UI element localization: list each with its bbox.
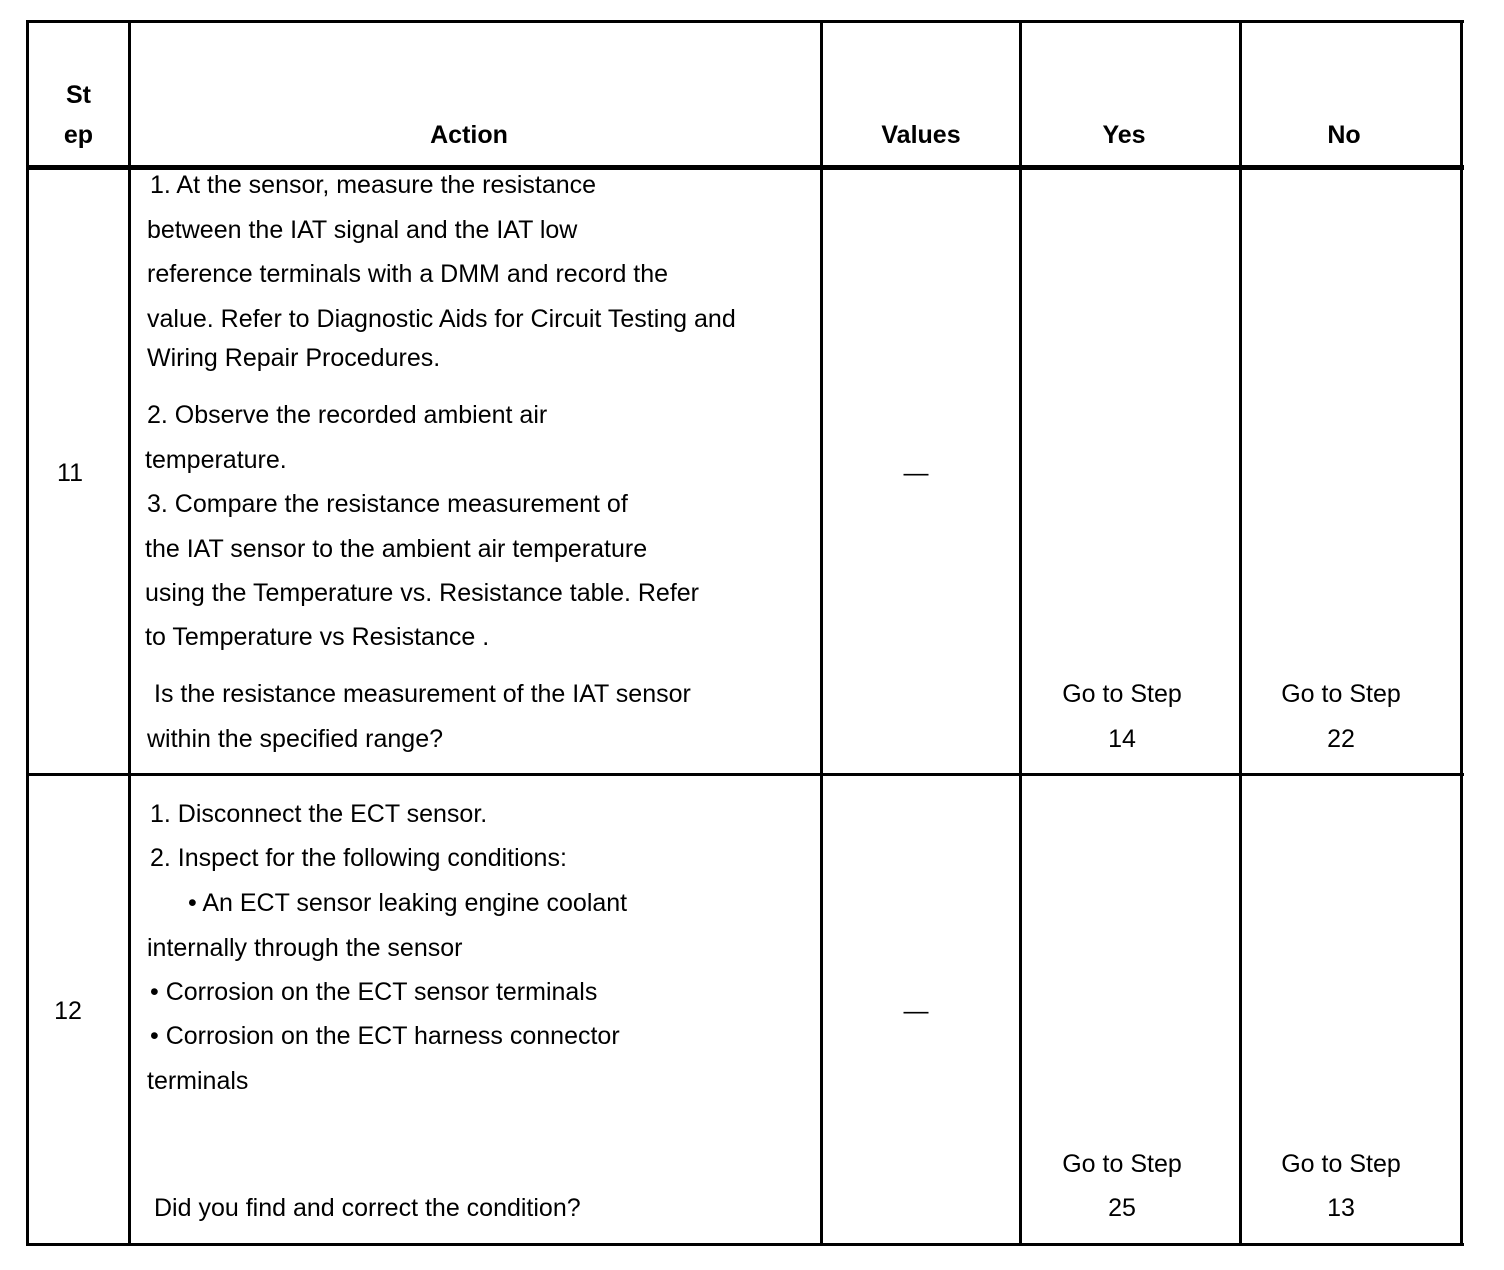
row-11-yes-step: 14 xyxy=(1108,725,1136,753)
row-11-action-line: 3. Compare the resistance measurement of xyxy=(147,490,628,518)
row-12-action-line: terminals xyxy=(147,1067,249,1095)
row-12-step: 12 xyxy=(54,997,82,1025)
row-12-question-line: Did you find and correct the condition? xyxy=(154,1194,581,1222)
row-11-action-line: between the IAT signal and the IAT low xyxy=(147,216,578,244)
column-divider-step-action xyxy=(128,20,131,1246)
row-12-yes-label: Go to Step xyxy=(1062,1150,1182,1178)
row-12-no-step: 13 xyxy=(1327,1194,1355,1222)
table-border-right xyxy=(1460,20,1463,1246)
row-11-question-line: Is the resistance measurement of the IAT sensor xyxy=(154,680,691,708)
row-11-no-label: Go to Step xyxy=(1281,680,1401,708)
header-no: No xyxy=(1327,121,1361,149)
row-11-step: 11 xyxy=(57,459,83,487)
header-action: Action xyxy=(430,121,508,149)
table-border-bottom xyxy=(26,1243,1464,1246)
row-12-action-line: • Corrosion on the ECT harness connector xyxy=(150,1022,620,1050)
row-11-action-line: 1. At the sensor, measure the resistance xyxy=(150,171,597,199)
row-11-action-line: value. Refer to Diagnostic Aids for Circuit Testing and xyxy=(147,305,736,333)
row-12-no-label: Go to Step xyxy=(1281,1150,1401,1178)
header-step-line-2: ep xyxy=(63,121,94,149)
row-11-question-line: within the specified range? xyxy=(147,725,444,753)
row-divider xyxy=(26,773,1464,776)
table-border-top xyxy=(26,20,1464,23)
row-12-action-line: • Corrosion on the ECT sensor terminals xyxy=(150,978,598,1006)
row-12-action-line: 2. Inspect for the following conditions: xyxy=(150,844,567,872)
row-11-no-step: 22 xyxy=(1327,725,1355,753)
column-divider-yes-no xyxy=(1239,20,1242,1246)
table-border-left xyxy=(26,20,29,1246)
row-11-action-line: the IAT sensor to the ambient air temperature xyxy=(145,535,648,563)
row-11-action-line: Wiring Repair Procedures. xyxy=(147,344,441,372)
row-12-action-line: • An ECT sensor leaking engine coolant xyxy=(188,889,628,917)
row-11-action-line: reference terminals with a DMM and record the xyxy=(147,260,669,288)
header-values: Values xyxy=(881,121,961,149)
column-divider-values-yes xyxy=(1019,20,1022,1246)
row-11-values: — xyxy=(903,459,929,487)
row-11-action-line: using the Temperature vs. Resistance table. Refer xyxy=(145,579,699,607)
row-12-yes-step: 25 xyxy=(1108,1194,1136,1222)
row-11-action-line: 2. Observe the recorded ambient air xyxy=(147,401,548,429)
row-12-values: — xyxy=(903,997,929,1025)
row-11-action-line: temperature. xyxy=(145,446,287,474)
column-divider-action-values xyxy=(820,20,823,1246)
row-11-action-line: to Temperature vs Resistance . xyxy=(145,623,490,651)
row-11-yes-label: Go to Step xyxy=(1062,680,1182,708)
header-yes: Yes xyxy=(1102,121,1146,149)
row-12-action-line: 1. Disconnect the ECT sensor. xyxy=(150,800,488,828)
header-step-line-1: St xyxy=(66,81,91,109)
row-12-action-line: internally through the sensor xyxy=(147,934,463,962)
